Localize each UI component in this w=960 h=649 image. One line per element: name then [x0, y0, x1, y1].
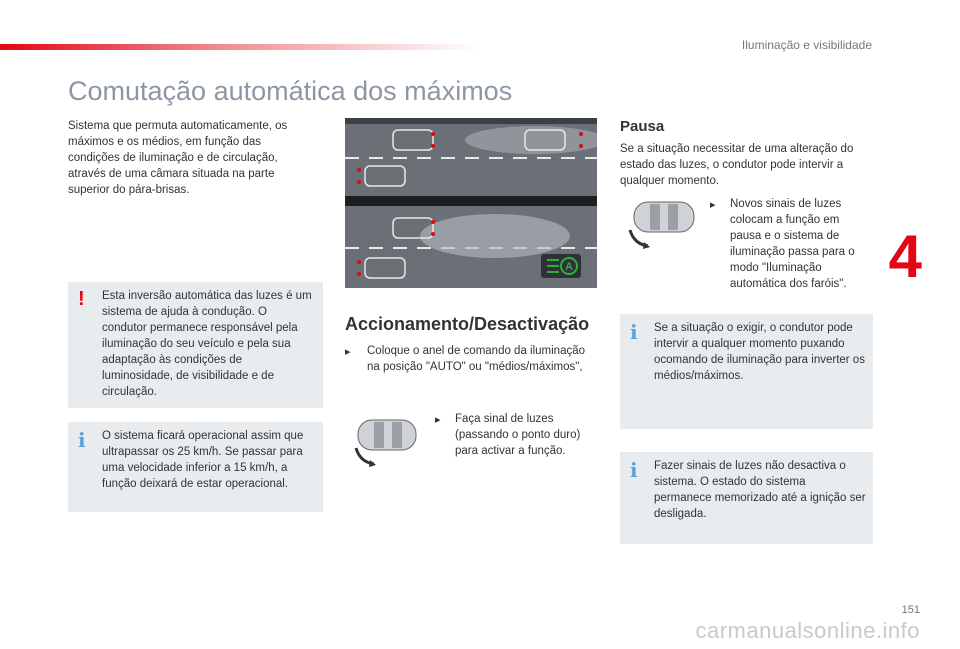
header-accent-bar	[0, 44, 480, 50]
lighting-stalk-illustration-2	[622, 196, 698, 252]
auto-indicator-letter: A	[565, 261, 573, 273]
bullet-icon: ▸	[710, 199, 716, 211]
info-icon: i	[78, 428, 86, 452]
info-text-memory: Fazer sinais de luzes não desactiva o sistema. O estado do sistema permanece memorizado até a ignição ser desligada.	[654, 460, 866, 520]
bullet-icon: ▸	[435, 414, 441, 426]
warning-text: Esta inversão automática das luzes é um sistema de ajuda à condução. O condutor permanece responsável pela iluminação do seu veículo e pela sua adaptação às condições de luminosidade, de visibilidade e de circulação.	[102, 290, 312, 398]
activation-heading: Accionamento/Desactivação	[345, 314, 590, 334]
pause-text: Se a situação necessitar de uma alteração do estado das luzes, o condutor pode intervir a qualquer momento.	[620, 143, 854, 187]
page-title: Comutação automática dos máximos	[68, 76, 513, 106]
activation-step-1-text: Coloque o anel de comando da iluminação na posição "AUTO" ou "médios/máximos",	[367, 345, 586, 373]
road-scene-image	[345, 118, 597, 288]
info-icon: i	[630, 458, 638, 482]
warning-icon: !	[78, 288, 85, 310]
lighting-stalk-icon	[622, 196, 698, 252]
section-title: Iluminação e visibilidade	[741, 38, 872, 52]
watermark: carmanualsonline.info	[695, 618, 920, 643]
warning-box	[68, 282, 323, 408]
info-text-intervene: Se a situação o exigir, o condutor pode intervir a qualquer momento puxando ocomando de iluminação para inverter os médios/máximos.	[654, 322, 865, 382]
lighting-stalk-illustration-1	[350, 412, 420, 468]
pause-heading: Pausa	[620, 118, 665, 135]
activation-step-1	[345, 343, 597, 375]
page-number: 151	[901, 604, 920, 616]
road-illustration	[345, 118, 597, 288]
info-box-memory	[620, 452, 873, 544]
chapter-number: 4	[888, 223, 922, 290]
auto-high-beam-icon	[541, 254, 581, 278]
bullet-icon: ▸	[345, 346, 351, 358]
info-box-operational	[68, 422, 323, 512]
intro-text: Sistema que permuta automaticamente, os máximos e os médios, em função das condições de iluminação e de circulação, através de uma câmara situada na parte superior do pára-brisas.	[68, 120, 288, 196]
info-icon: i	[630, 320, 638, 344]
info-box-intervene	[620, 314, 873, 429]
info-text-operational: O sistema ficará operacional assim que ultrapassar os 25 km/h. Se passar para uma velocidade inferior a 15 km/h, a função deixará de estar operacional.	[102, 430, 304, 490]
pause-step	[710, 196, 868, 292]
pause-step-text: Novos sinais de luzes colocam a função em pausa e o sistema de iluminação passa para o modo "Iluminação automática dos faróis".	[730, 198, 855, 290]
activation-step-2-text: Faça sinal de luzes (passando o ponto duro) para activar a função.	[455, 413, 581, 457]
activation-step-2	[435, 411, 597, 459]
lighting-stalk-icon	[350, 412, 420, 468]
